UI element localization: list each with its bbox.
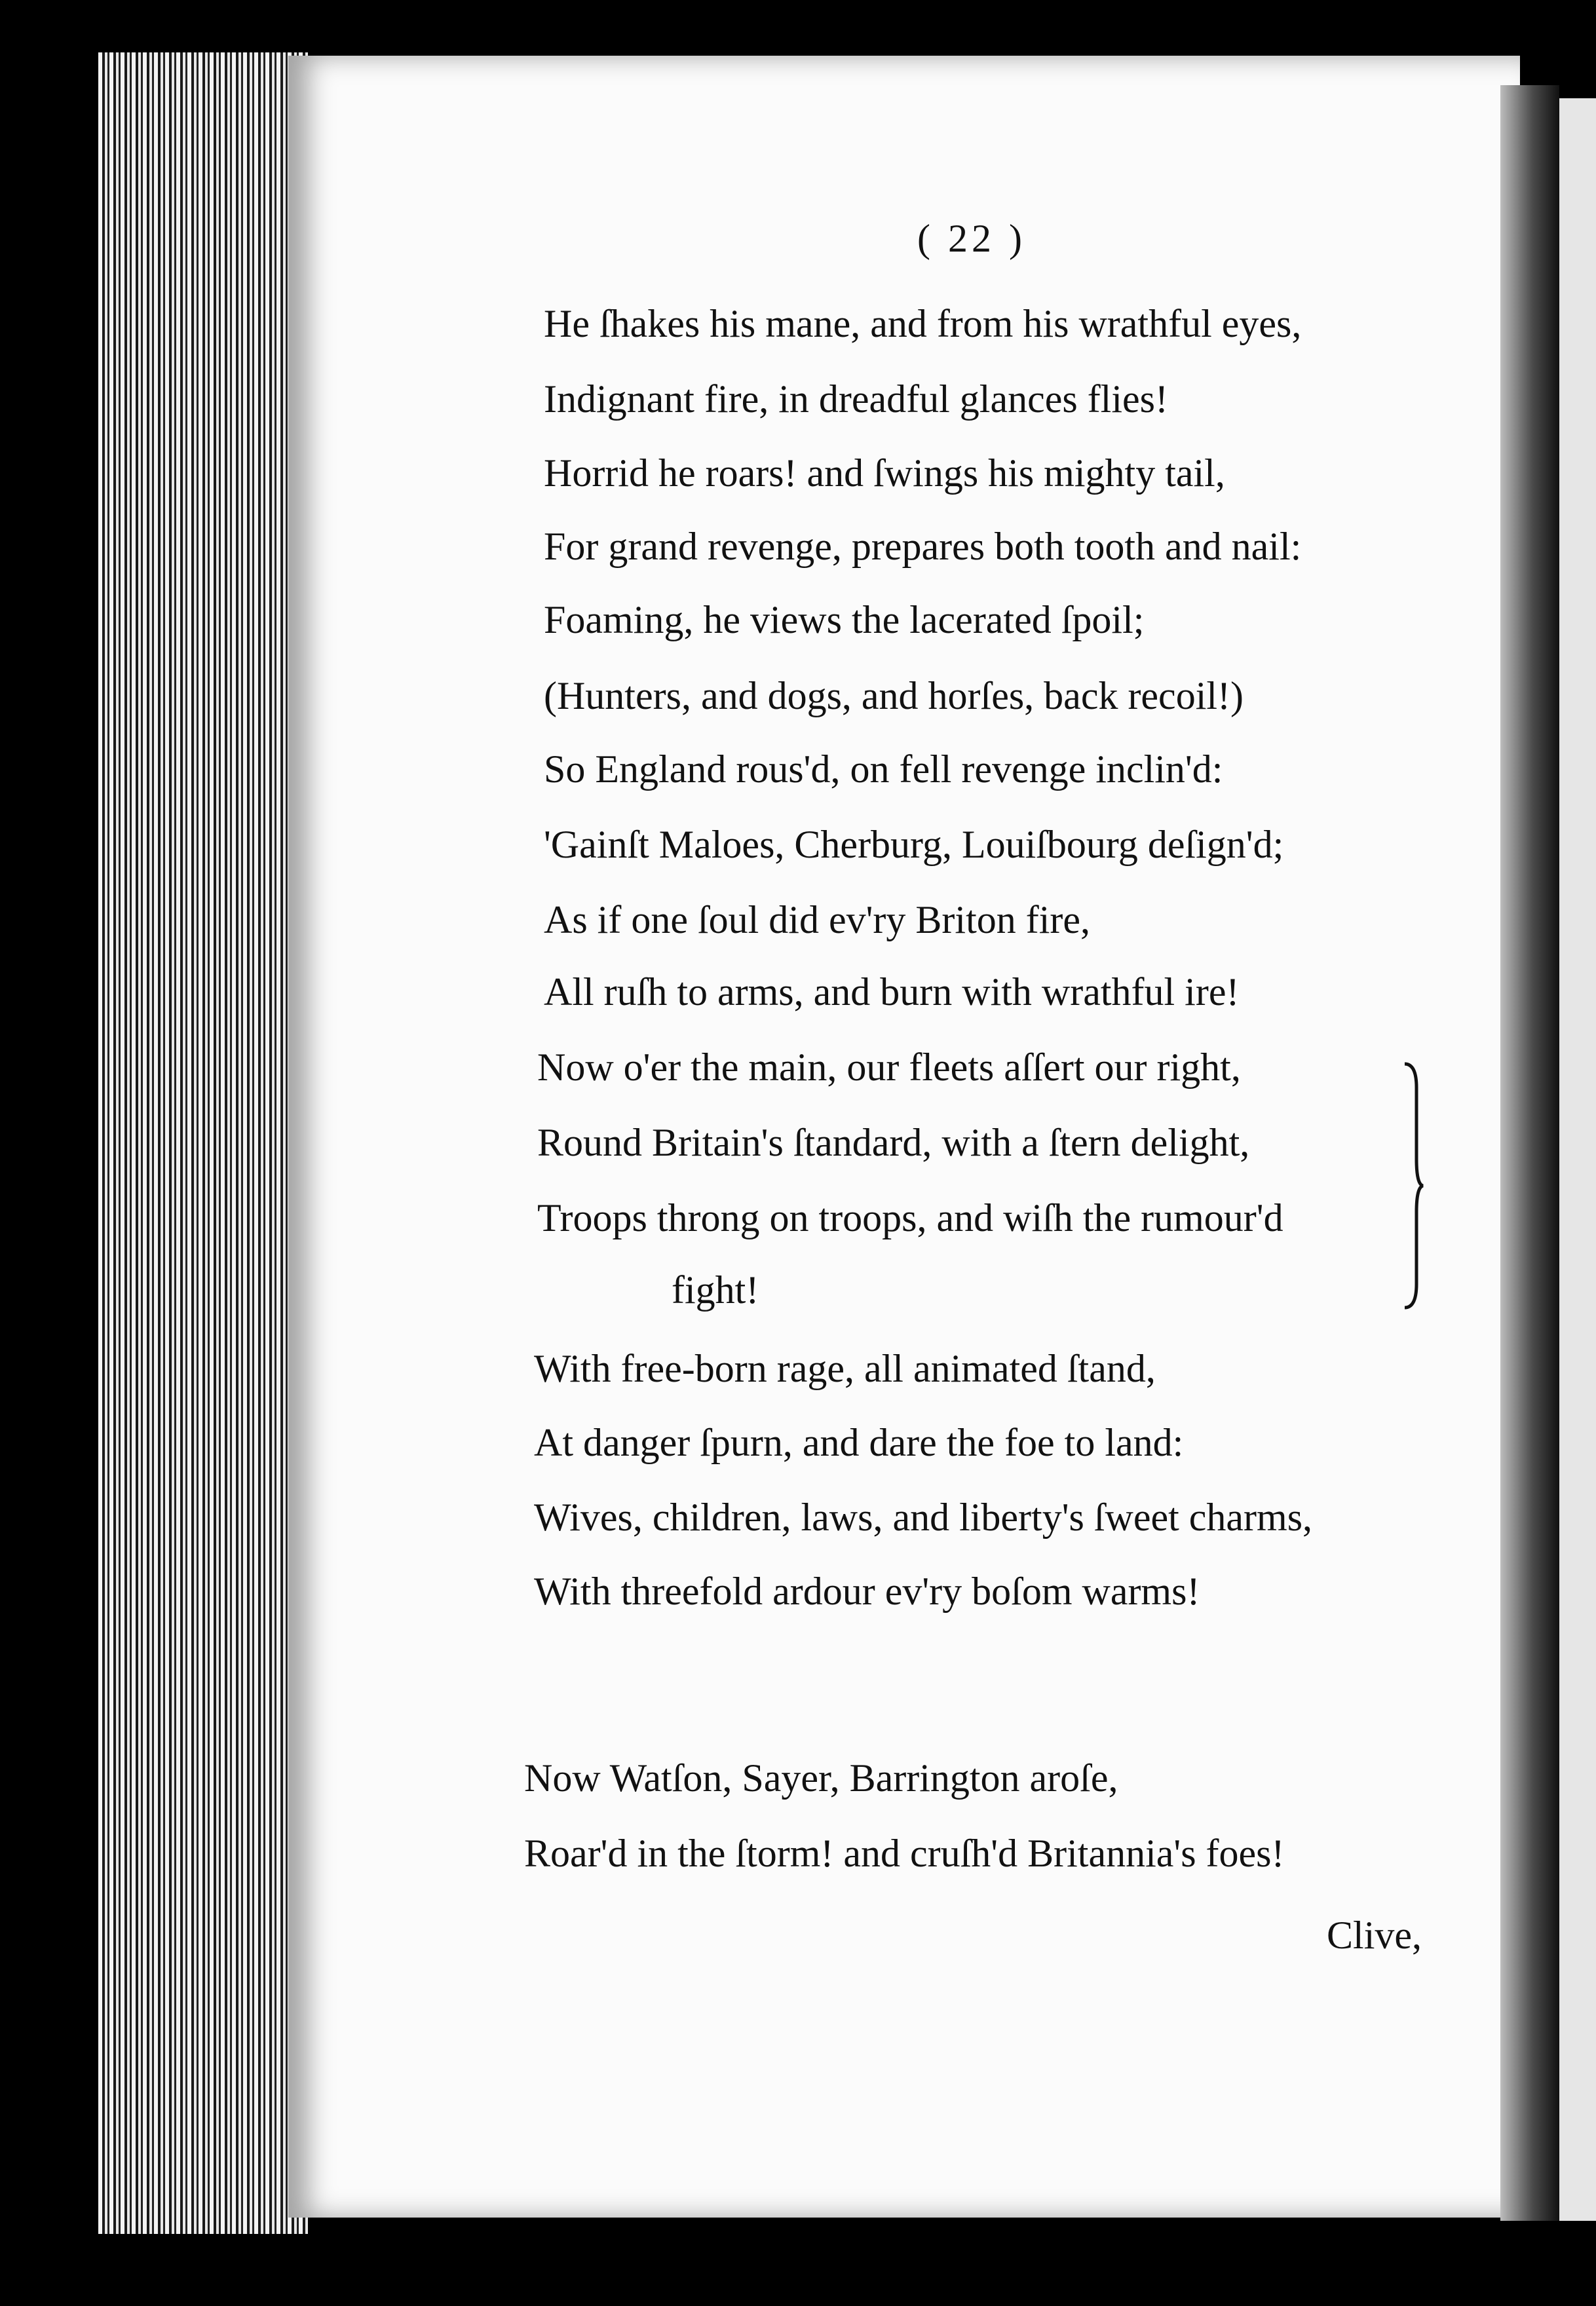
verse-line: So England rous'd, on fell revenge inclin'd: [544,747,1223,791]
verse-line: Wives, children, laws, and liberty's ſweet charms, [534,1496,1313,1539]
verse-line: Horrid he roars! and ſwings his mighty tail, [544,451,1225,495]
verse-line: With free-born rage, all animated ſtand, [534,1347,1156,1390]
verse-line: Indignant fire, in dreadful glances flies! [544,377,1168,421]
verse-line: With threefold ardour ev'ry boſom warms! [534,1570,1200,1613]
verse-line: Foaming, he views the lacerated ſpoil; [544,598,1145,641]
verse-line: Now Watſon, Sayer, Barrington aroſe, [524,1756,1118,1800]
verse-line: As if one ſoul did ev'ry Briton fire, [544,898,1090,941]
page-edges [98,52,308,2234]
verse-line: Troops throng on troops, and wiſh the rumour'd [537,1196,1283,1239]
verse-line: fight! [672,1268,759,1312]
book-gutter [1500,85,1559,2221]
verse-line: All ruſh to arms, and burn with wrathful ire! [544,970,1240,1013]
verse-line: (Hunters, and dogs, and horſes, back recoil!) [544,674,1244,717]
verse-line: Round Britain's ſtandard, with a ſtern delight, [537,1121,1250,1164]
verse-line: Now o'er the main, our fleets aſſert our right, [537,1046,1241,1089]
next-page-edge [1559,98,1596,2221]
verse-line: 'Gainſt Maloes, Cherburg, Louiſbourg deſign'd; [544,823,1284,866]
verse-line: He ſhakes his mane, and from his wrathful eyes, [544,302,1302,345]
triplet-brace [1402,1061,1424,1310]
page-number: ( 22 ) [917,217,1026,260]
catchword: Clive, [1327,1914,1422,1957]
verse-line: For grand revenge, prepares both tooth and nail: [544,525,1302,568]
verse-line: At danger ſpurn, and dare the foe to land: [534,1421,1184,1464]
verse-line: Roar'd in the ſtorm! and cruſh'd Britannia's foes! [524,1832,1285,1875]
